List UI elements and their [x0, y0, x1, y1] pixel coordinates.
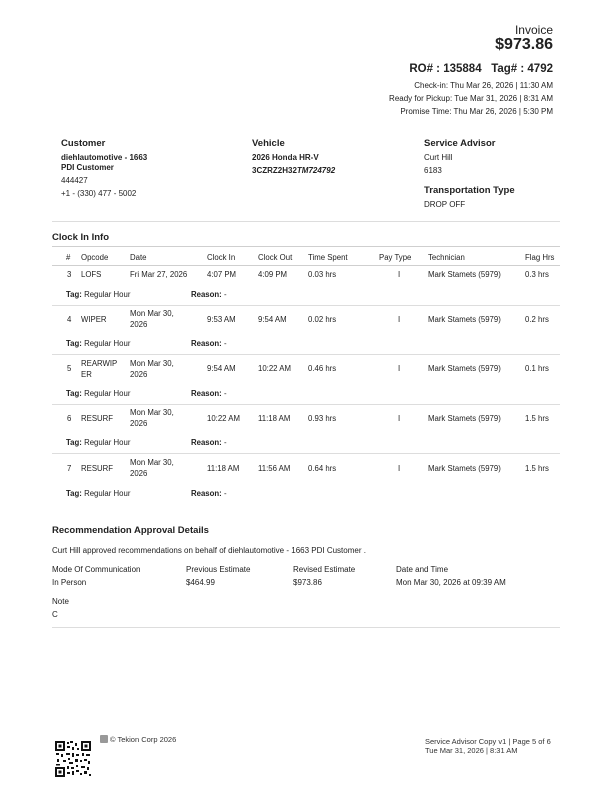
divider	[52, 221, 560, 222]
col-clock-in: Clock In	[207, 253, 236, 262]
prev-estimate-value: $464.99	[186, 578, 215, 587]
row-tag	[66, 339, 130, 348]
recommendation-title: Recommendation Approval Details	[52, 525, 209, 536]
prev-estimate-label: Previous Estimate	[186, 565, 251, 574]
row-divider	[52, 453, 560, 454]
row-time-spent: 0.02 hrs	[308, 315, 337, 324]
customer-phone: +1 - (330) 477 - 5002	[61, 189, 137, 198]
copy-info: Service Advisor Copy v1 | Page 5 of 6	[425, 737, 551, 746]
row-tag	[66, 438, 130, 447]
printed-time: Tue Mar 31, 2026 | 8:31 AM	[425, 746, 518, 755]
row-tag	[66, 489, 130, 498]
row-clock-in: 10:22 AM	[207, 414, 240, 423]
row-pay-type: I	[398, 414, 401, 423]
customer-id: 444427	[61, 176, 88, 185]
row-flag-hrs: 1.5 hrs	[525, 414, 549, 423]
datetime-label: Date and Time	[396, 565, 449, 574]
row-num: 4	[67, 315, 72, 324]
transport-title: Transportation Type	[424, 185, 515, 196]
col-flag-hrs: Flag Hrs	[525, 253, 555, 262]
row-pay-type: I	[398, 270, 401, 279]
promise-time: Promise Time: Thu Mar 26, 2026 | 5:30 PM	[400, 107, 553, 116]
row-clock-out: 9:54 AM	[258, 315, 287, 324]
row-divider	[52, 404, 560, 405]
reason-label: Reason:	[191, 339, 222, 348]
row-clock-in: 11:18 AM	[207, 464, 240, 473]
tag-value: Regular Hour	[84, 339, 131, 348]
reason-label: Reason:	[191, 489, 222, 498]
datetime-value: Mon Mar 30, 2026 at 09:39 AM	[396, 578, 506, 587]
tag-value: Regular Hour	[84, 290, 131, 299]
row-clock-out: 10:22 AM	[258, 364, 291, 373]
customer-name-2: PDI Customer	[61, 163, 114, 172]
reason-label: Reason:	[191, 290, 222, 299]
tag-value: Regular Hour	[84, 389, 131, 398]
row-date: Mon Mar 30, 2026	[130, 359, 174, 379]
row-time-spent: 0.93 hrs	[308, 414, 337, 423]
checkin-time: Check-in: Thu Mar 26, 2026 | 11:30 AM	[414, 81, 553, 90]
row-time-spent: 0.64 hrs	[308, 464, 337, 473]
transport-value: DROP OFF	[424, 200, 466, 209]
vehicle-title: Vehicle	[252, 138, 285, 149]
tag-label: Tag:	[66, 438, 82, 447]
invoice-total: $973.86	[495, 36, 553, 53]
advisor-id: 6183	[424, 166, 442, 175]
advisor-name: Curt Hill	[424, 153, 453, 162]
reason-value: -	[223, 389, 227, 398]
row-num: 5	[67, 364, 72, 373]
row-technician: Mark Stamets (5979)	[428, 464, 501, 473]
customer-title: Customer	[61, 138, 106, 149]
tag-label: Tag:	[66, 290, 82, 299]
row-reason	[191, 389, 227, 398]
ro-label: RO# :	[409, 63, 441, 75]
row-divider	[52, 305, 560, 306]
invoice-label: Invoice	[514, 23, 553, 37]
col-clock-out: Clock Out	[258, 253, 293, 262]
note-value: C	[52, 610, 58, 619]
tag-label: Tag:	[66, 489, 82, 498]
ro-number: 135884	[443, 63, 482, 75]
vehicle-vin	[252, 166, 335, 175]
row-clock-out: 11:18 AM	[258, 414, 291, 423]
mode-value: In Person	[52, 578, 87, 587]
col-num: #	[66, 253, 71, 262]
row-opcode: RESURF	[81, 464, 114, 473]
copyright-text: © Tekion Corp 2026	[110, 735, 177, 744]
ro-tag-line	[409, 63, 553, 75]
tag-value: Regular Hour	[84, 438, 131, 447]
vin-prefix: 3CZRZ2H32	[252, 166, 297, 175]
row-num: 3	[67, 270, 72, 279]
row-clock-out: 11:56 AM	[258, 464, 291, 473]
reason-value: -	[223, 438, 227, 447]
row-flag-hrs: 1.5 hrs	[525, 464, 549, 473]
ready-time: Ready for Pickup: Tue Mar 31, 2026 | 8:31 AM	[389, 94, 553, 103]
col-technician: Technician	[428, 253, 465, 262]
row-clock-in: 4:07 PM	[207, 270, 237, 279]
tag-number: 4792	[527, 63, 553, 75]
reason-label: Reason:	[191, 438, 222, 447]
row-reason	[191, 438, 227, 447]
row-opcode: RESURF	[81, 414, 114, 423]
row-flag-hrs: 0.3 hrs	[525, 270, 549, 279]
row-technician: Mark Stamets (5979)	[428, 315, 501, 324]
divider	[52, 627, 560, 628]
vehicle-model: 2026 Honda HR-V	[252, 153, 319, 162]
tag-label: Tag:	[66, 389, 82, 398]
row-time-spent: 0.46 hrs	[308, 364, 337, 373]
clock-title: Clock In Info	[52, 232, 109, 243]
row-opcode: WIPER	[81, 315, 107, 324]
row-date: Mon Mar 30, 2026	[130, 458, 174, 478]
row-opcode: REARWIPER	[81, 359, 118, 379]
mode-label: Mode Of Communication	[52, 565, 141, 574]
row-technician: Mark Stamets (5979)	[428, 414, 501, 423]
tekion-logo-icon	[100, 735, 108, 743]
col-pay-type: Pay Type	[379, 253, 412, 262]
row-reason	[191, 290, 227, 299]
row-clock-in: 9:53 AM	[207, 315, 236, 324]
qr-code-icon	[55, 741, 91, 777]
row-reason	[191, 339, 227, 348]
customer-name-1: diehlautomotive - 1663	[61, 153, 148, 162]
row-flag-hrs: 0.2 hrs	[525, 315, 549, 324]
col-time-spent: Time Spent	[308, 253, 348, 262]
advisor-title: Service Advisor	[424, 138, 496, 149]
tag-label: Tag:	[66, 339, 82, 348]
row-reason	[191, 489, 227, 498]
tag-label: Tag# :	[491, 63, 525, 75]
row-clock-out: 4:09 PM	[258, 270, 288, 279]
row-date: Fri Mar 27, 2026	[130, 270, 188, 279]
row-date: Mon Mar 30, 2026	[130, 408, 174, 428]
reason-label: Reason:	[191, 389, 222, 398]
row-pay-type: I	[398, 364, 401, 373]
col-date: Date	[130, 253, 147, 262]
table-header-bottom-border	[52, 265, 560, 266]
col-opcode: Opcode	[81, 253, 109, 262]
reason-value: -	[223, 339, 227, 348]
tag-value: Regular Hour	[84, 489, 131, 498]
row-technician: Mark Stamets (5979)	[428, 364, 501, 373]
reason-value: -	[223, 489, 227, 498]
reason-value: -	[223, 290, 227, 299]
row-tag	[66, 290, 130, 299]
recommendation-statement: Curt Hill approved recommendations on behalf of diehlautomotive - 1663 PDI Customer .	[52, 546, 366, 555]
row-opcode: LOFS	[81, 270, 102, 279]
row-clock-in: 9:54 AM	[207, 364, 236, 373]
row-pay-type: I	[398, 315, 401, 324]
row-tag	[66, 389, 130, 398]
row-divider	[52, 354, 560, 355]
row-num: 6	[67, 414, 72, 423]
row-num: 7	[67, 464, 72, 473]
row-technician: Mark Stamets (5979)	[428, 270, 501, 279]
rev-estimate-label: Revised Estimate	[293, 565, 356, 574]
table-header-top-border	[52, 246, 560, 247]
note-label: Note	[52, 597, 69, 606]
rev-estimate-value: $973.86	[293, 578, 322, 587]
row-time-spent: 0.03 hrs	[308, 270, 337, 279]
row-date: Mon Mar 30, 2026	[130, 309, 174, 329]
copyright	[100, 735, 176, 744]
row-pay-type: I	[398, 464, 401, 473]
vin-suffix: TM724792	[296, 166, 336, 175]
row-flag-hrs: 0.1 hrs	[525, 364, 549, 373]
